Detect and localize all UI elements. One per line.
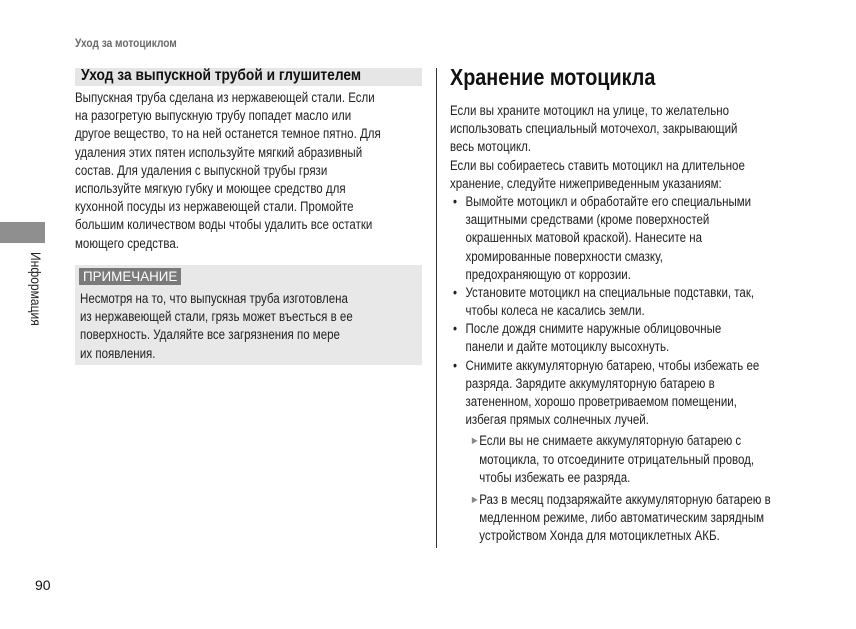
left-body-text: [75, 89, 431, 253]
bullet-line: Снимите аккумуляторную батарею, чтобы избежать ее: [465, 357, 760, 373]
text-line: на разогретую выпускную трубу попадет масло или: [75, 108, 352, 124]
text-line: Если вы храните мотоцикл на улице, то желательно: [450, 103, 729, 118]
right-body-text: [450, 102, 823, 546]
bullet-line: разряда. Зарядите аккумуляторную батарею в: [465, 375, 715, 391]
page-number: 90: [35, 577, 51, 593]
text-line: Выпускная труба сделана из нержавеющей стали. Если: [75, 90, 375, 105]
bullet-line: предохраняющую от коррозии.: [465, 266, 631, 282]
text-line: весь мотоцикл.: [450, 139, 532, 155]
bullet-line: избегая прямых солнечных лучей.: [465, 412, 649, 428]
bullet-line: После дождя снимите наружные облицовочные: [465, 321, 722, 337]
sub-item: [450, 432, 823, 487]
side-tab-label: Информация: [28, 252, 43, 326]
text-line: моющего средства.: [75, 235, 179, 251]
text-line: Если вы собираетесь ставить мотоцикл на длительное: [450, 157, 745, 173]
note-label: ПРИМЕЧАНИЕ: [79, 268, 181, 285]
note-line: Несмотря на то, что выпускная труба изготовлена: [80, 291, 348, 306]
sub-item: [450, 491, 823, 546]
bullet-line: хромированные поверхности смазку,: [465, 248, 663, 264]
bullet-line: затененном, хорошо проветриваемом помещении,: [465, 394, 737, 409]
section-heading-bar: [75, 68, 422, 86]
sub-line: Если вы не снимаете аккумуляторную батарею с: [479, 433, 742, 449]
sub-line: медленном режиме, либо автоматическим зарядным: [479, 510, 765, 526]
section-heading: Уход за выпускной трубой и глушителем: [81, 67, 362, 84]
bullet-item: [450, 320, 823, 356]
note-line: из нержавеющей стали, грязь может въесться в ее: [80, 309, 353, 325]
text-line: кухонной посуды из нержавеющей стали. Промойте: [75, 199, 354, 215]
bullet-line: Вымойте мотоцикл и обработайте его специальными: [465, 193, 752, 209]
note-box: [75, 265, 422, 365]
note-body: [80, 290, 397, 363]
text-line: хранение, следуйте нижеприведенным указаниям:: [450, 175, 722, 191]
column-divider: [436, 68, 437, 548]
bullet-icon: •: [453, 321, 458, 337]
bullet-line: окрашенных матовой краской). Нанесите на: [465, 230, 703, 246]
text-line: удаления этих пятен используйте мягкий абразивный: [75, 144, 363, 160]
bullet-line: защитными средствами (кроме поверхностей: [465, 212, 710, 228]
text-line: состав. Для удаления с выпускной трубы грязи: [75, 162, 328, 178]
note-line: их появления.: [80, 345, 156, 361]
arrow-icon: ►: [470, 435, 480, 448]
bullet-icon: •: [453, 193, 458, 209]
side-tab-marker: [0, 222, 45, 243]
bullet-item: [450, 357, 823, 430]
sub-line: Раз в месяц подзаряжайте аккумуляторную батарею в: [479, 491, 771, 507]
bullet-line: Установите мотоцикл на специальные подставки, так,: [465, 284, 755, 300]
running-head: Уход за мотоциклом: [75, 38, 177, 50]
bullet-icon: •: [453, 284, 458, 300]
section-title: Хранение мотоцикла: [450, 64, 656, 90]
arrow-icon: ►: [470, 493, 480, 506]
bullet-item: [450, 193, 823, 284]
text-line: используйте мягкую губку и моющее средство для: [75, 180, 346, 196]
bullet-item: [450, 284, 823, 320]
bullet-line: панели и дайте мотоциклу высохнуть.: [465, 339, 670, 355]
text-line: использовать специальный моточехол, закрывающий: [450, 121, 738, 137]
note-line: поверхность. Удаляйте все загрязнения по мере: [80, 327, 340, 343]
bullet-icon: •: [453, 357, 458, 373]
text-line: другое вещество, то на ней останется темное пятно. Для: [75, 126, 381, 142]
sub-line: устройством Хонда для мотоциклетных АКБ.: [479, 528, 720, 544]
sub-line: мотоцикла, то отсоедините отрицательный провод,: [479, 451, 755, 467]
bullet-line: чтобы колеса не касались земли.: [465, 303, 645, 319]
sub-line: чтобы избежать ее разряда.: [479, 469, 631, 485]
text-line: большим количеством воды чтобы удалить все остатки: [75, 217, 373, 233]
